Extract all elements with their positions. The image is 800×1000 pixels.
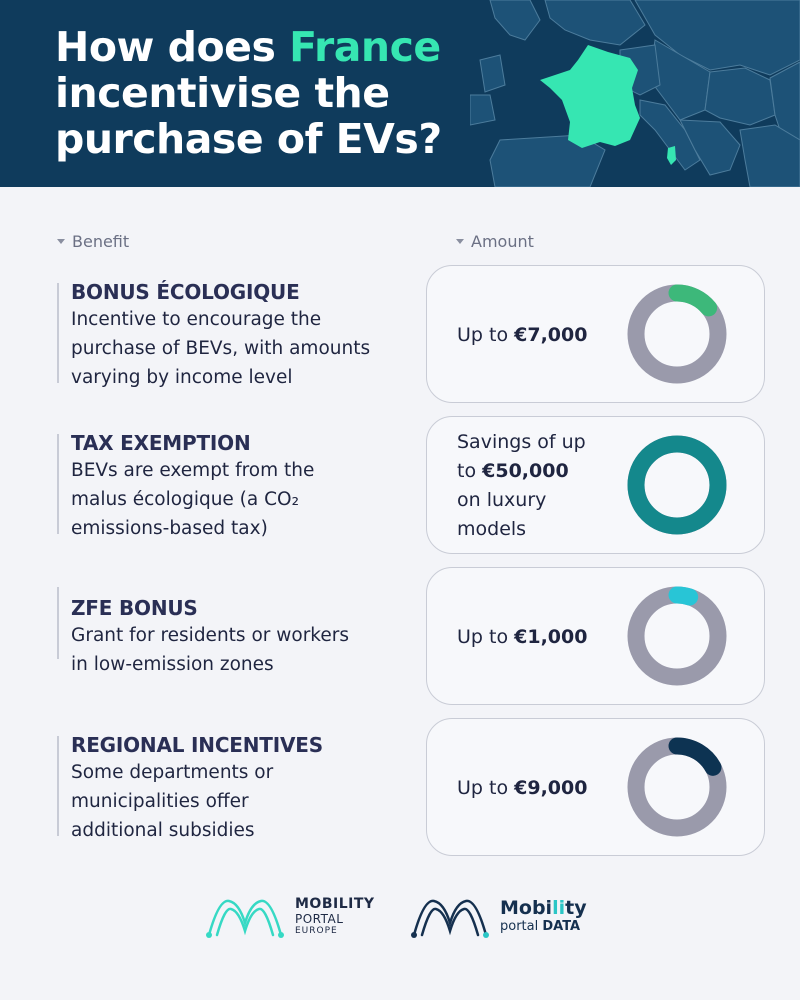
title-highlight: France xyxy=(289,23,441,71)
column-header-benefit: Benefit xyxy=(57,232,129,251)
benefit-name: TAX EXEMPTION xyxy=(71,431,251,455)
amount-text: Up to €9,000 xyxy=(457,777,588,799)
amount-card xyxy=(426,416,765,554)
m-wave-logo-icon xyxy=(410,893,492,939)
page-title: How does France incentivise the purchase of EVs? xyxy=(55,23,442,163)
mobility-portal-europe-logo: MOBILITY PORTAL EUROPE xyxy=(205,893,375,939)
donut-chart xyxy=(627,737,727,837)
amount-card xyxy=(426,567,765,705)
benefit-row xyxy=(0,567,800,707)
donut-chart xyxy=(627,284,727,384)
amount-card xyxy=(426,265,765,403)
benefit-description: BEVs are exempt from the malus écologique (a CO₂ emissions-based tax) xyxy=(71,460,315,539)
benefit-name: REGIONAL INCENTIVES xyxy=(71,733,323,757)
benefit-description: Incentive to encourage the purchase of BEVs, with amounts varying by income level xyxy=(71,309,371,388)
row-divider-bar xyxy=(57,434,59,534)
amount-card xyxy=(426,718,765,856)
amount-text: Savings of up to €50,000 on luxury models xyxy=(457,431,586,540)
benefit-description: Some departments or municipalities offer additional subsidies xyxy=(71,762,274,841)
benefit-row xyxy=(0,718,800,858)
benefit-name: ZFE BONUS xyxy=(71,596,198,620)
mobility-portal-data-logo: Mobility portal DATA xyxy=(410,893,587,939)
m-wave-logo-icon xyxy=(205,893,287,939)
benefit-description: Grant for residents or workers in low-emission zones xyxy=(71,625,349,675)
footer-logos xyxy=(0,893,800,953)
amount-text: Up to €7,000 xyxy=(457,324,588,346)
donut-chart xyxy=(627,586,727,686)
benefit-name: BONUS ÉCOLOGIQUE xyxy=(71,280,300,304)
amount-text: Up to €1,000 xyxy=(457,626,588,648)
donut-track xyxy=(636,595,718,677)
row-divider-bar xyxy=(57,283,59,383)
header-banner xyxy=(0,0,800,187)
benefit-row xyxy=(0,265,800,405)
sort-caret-icon xyxy=(57,239,65,244)
row-divider-bar xyxy=(57,587,59,659)
sort-caret-icon xyxy=(456,239,464,244)
benefit-row xyxy=(0,416,800,556)
donut-chart xyxy=(627,435,727,535)
column-header-amount: Amount xyxy=(456,232,534,251)
donut-progress-arc xyxy=(636,444,718,526)
row-divider-bar xyxy=(57,736,59,836)
